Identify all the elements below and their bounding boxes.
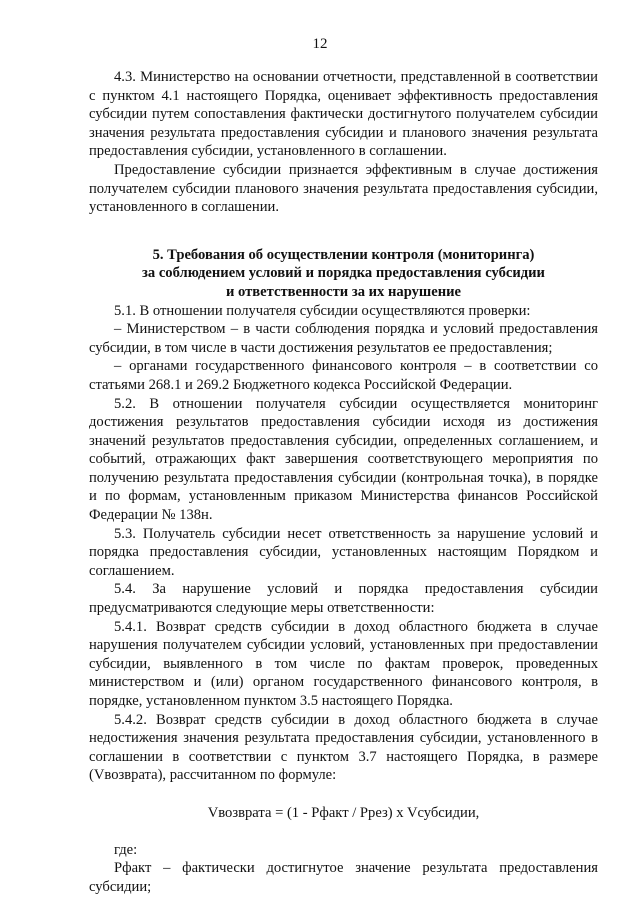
section-heading-line-1: 5. Требования об осуществлении контроля (мониторинга) <box>152 246 535 263</box>
document-body <box>89 68 598 896</box>
paragraph-financial-control-checks: – органами государственного финансового контроля – в соответствии со статьями 268.1 и 269.2 Бюджетного кодекса Российской Федерации. <box>89 358 598 393</box>
section-heading-line-3: и ответственности за их нарушение <box>225 283 462 300</box>
definition-rfakt: Рфакт – фактически достигнутое значение результата предоставления субсидии; <box>89 860 598 895</box>
paragraph-5-1: 5.1. В отношении получателя субсидии осуществляются проверки: <box>114 302 531 319</box>
page-number: 12 <box>312 36 328 52</box>
where-label: где: <box>114 841 138 858</box>
refund-formula: Vвозврата = (1 - Рфакт / Ррез) x Vсубсидии, <box>207 804 480 821</box>
section-5-heading <box>89 246 598 302</box>
section-heading-line-2: за соблюдением условий и порядка предоставления субсидии <box>142 265 545 282</box>
paragraph-5-3: 5.3. Получатель субсидии несет ответственность за нарушение условий и порядка предоставления субсидии, установленных настоящим Порядком и соглашением. <box>89 525 598 579</box>
paragraph-subsidy-effective: Предоставление субсидии признается эффективным в случае достижения получателем субсидии планового значения результата предоставления субсидии, установленного в соглашении. <box>89 161 598 216</box>
paragraph-5-4-2: 5.4.2. Возврат средств субсидии в доход областного бюджета в случае недостижения значения результата предоставления субсидии, установленного в соглашении в соответствии с пунктом 3.7 настоящего Порядка, в размере (Vвозврата), рассчитанном по формуле: <box>89 711 598 784</box>
paragraph-5-4: 5.4. За нарушение условий и порядка предоставления субсидии предусматриваются следующие меры ответственности: <box>89 581 598 617</box>
paragraph-4-3: 4.3. Министерство на основании отчетности, представленной в соответствии с пунктом 4.1 настоящего Порядка, оценивает эффективность предоставления субсидии путем сопоставления фактически достигнутого получателем субсидии значения результата предоставления субсидии и планового значения результата предоставления субсидии, установленного в соглашении. <box>89 69 598 160</box>
paragraph-5-2: 5.2. В отношении получателя субсидии осуществляется мониторинг достижения результатов предоставления субсидии исходя из достижения значений результатов предоставления субсидии, определенных соглашением, и событий, отражающих факт завершения соответствующего мероприятия по получению результата предоставления субсидии (контрольная точка), в порядке и по формам, установленным приказом Министерства финансов Российской Федерации № 138н. <box>89 395 598 524</box>
paragraph-5-4-1: 5.4.1. Возврат средств субсидии в доход областного бюджета в случае нарушения получателем субсидии условий, установленных при предоставлении субсидии, выявленного в том числе по фактам проверок, проведенных министерством и (или) органом государственного финансового контроля, в порядке, установленном пунктом 3.5 настоящего Порядка. <box>89 618 598 709</box>
paragraph-ministry-checks: – Министерством – в части соблюдения порядка и условий предоставления субсидии, в том числе в части достижения результатов ее предоставления; <box>89 321 598 356</box>
